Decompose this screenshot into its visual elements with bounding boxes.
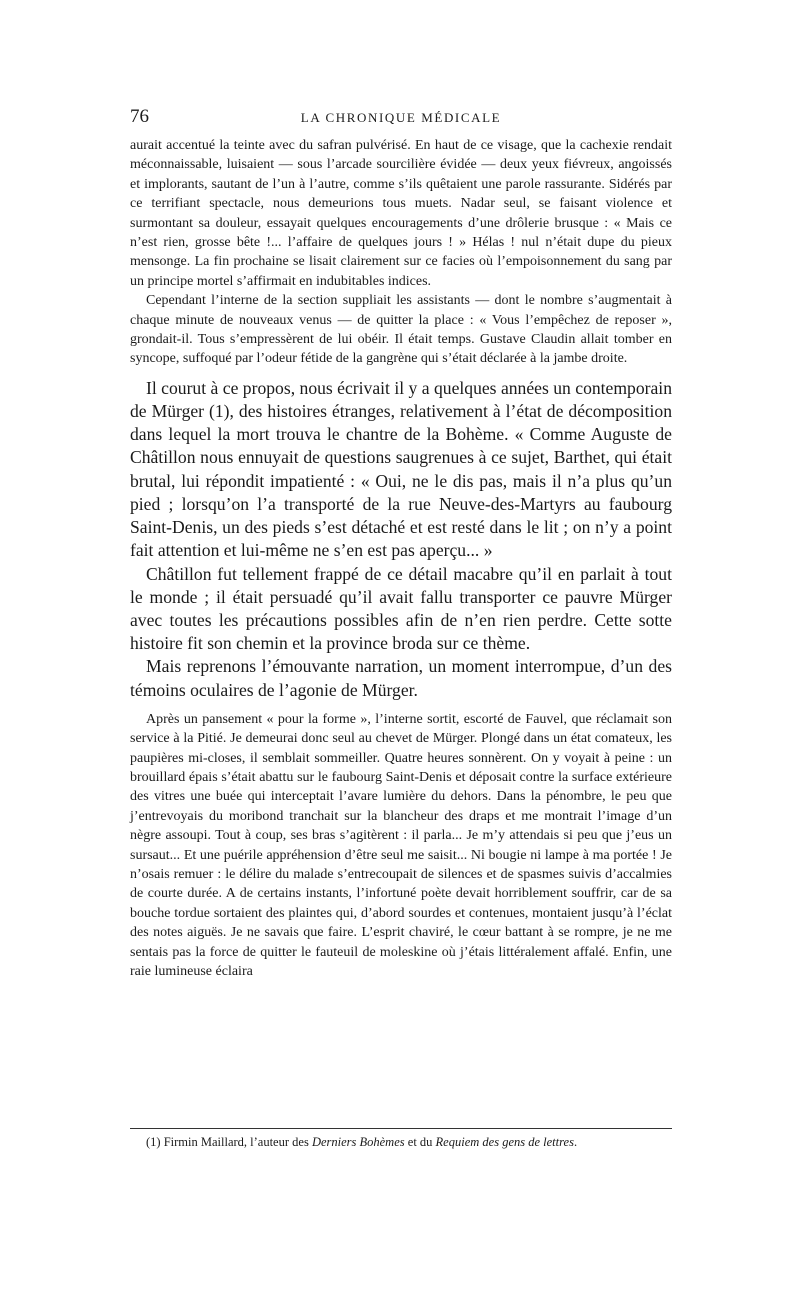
footnote-end: . (573, 1135, 578, 1149)
paragraph-chatillon: Châtillon fut tellement frappé de ce détail macabre qu’il en parlait à tout le monde ; il était persuadé qu’il avait fallu transporter ce pauvre Mürger avec toutes les précautions possibles afin de n’en rien perdre. Cette sotte histoire fit son chemin et la province broda sur ce thème. (130, 563, 672, 654)
footnote-text: Firmin Maillard, l’auteur des (163, 1135, 309, 1149)
footnote-title-requiem: Requiem des gens de lettres (435, 1135, 574, 1149)
paragraph-continuation: aurait accentué la teinte avec du safran pulvérisé. En haut de ce visage, que la cachexie rendait méconnaissable, luisaient — sous l’arcade sourcilière évidée — deux yeux fiévreux, angoissés et implorants, sautant de l’un à l’autre, comme s’ils quêtaient une parole rassurante. Sidérés par ce terrifiant spectacle, nous demeurions tous muets. Nadar seul, se faisant violence et surmontant sa douleur, essayait quelques encouragements d’une drôlerie brusque : « Mais ce n’est rien, grosse bête !... l’affaire de quelques jours ! » Hélas ! nul n’était dupe du pieux mensonge. La fin prochaine se lisait clairement sur ce facies où l’empoisonnement du sang par un principe mortel s’affirmait en indubitables indices. (130, 138, 672, 289)
footnote-title-derniers-bohemes: Derniers Bohèmes (311, 1135, 405, 1149)
paragraph-reprenons: Mais reprenons l’émouvante narration, un moment interrompue, d’un des témoins oculaires de l’agonie de Mürger. (130, 656, 672, 700)
paragraph-pansement: Après un pansement « pour la forme », l’interne sortit, escorté de Fauvel, que réclamait son service à la Pitié. Je demeurai donc seul au chevet de Mürger. Plongé dans un état comateux, les paupières mi-closes, il semblait sommeiller. Quatre heures sonnèrent. On y voyait à peine : un brouillard épais s’était abattu sur le faubourg Saint-Denis et déposait contre la surface extérieure des vitres une buée qui interceptait l’avare lumière du dehors. Dans la pénombre, le peu que j’entrevoyais du moribond tranchait sur la blancheur des draps et me montrait l’image d’un nègre assoupi. Tout à coup, ses bras s’agitèrent : il parla... Je m’y attendais si peu que j’eus un sursaut... Et une puérile appréhension d’être seul me saisit... Ni bougie ni lampe à ma portée ! Je n’osais remuer : le délire du malade s’entrecoupait de silences et de spasmes suivis d’accalmies de courte durée. A de certains instants, l’infortuné poète devait horriblement souffrir, car de sa bouche tordue sortaient des plaintes qui, d’abord sourdes et contenues, montaient jusqu’à l’éclat des notes aiguës. Je ne savais que faire. L’esprit chaviré, le cœur battant à se rompre, je ne me sentais pas la force de quitter le fauteuil de moleskine où j’étais littéralement affalé. Enfin, une raie lumineuse éclaira (130, 711, 672, 979)
page-number: 76 (130, 106, 149, 127)
footnote-text-mid: et du (407, 1135, 433, 1149)
footnote-marker: (1) (146, 1135, 161, 1149)
paragraph-interne: Cependant l’interne de la section suppliait les assistants — dont le nombre s’augmentait à chaque minute de nouveaux venus — de quitter la place : « Vous l’empêchez de reposer », grondait-il. Tous s’empressèrent de lui obéir. Il était temps. Gustave Claudin allait tomber en syncope, suffoqué par l’odeur fétide de la gangrène qui s’était déclarée à la jambe droite. (130, 293, 672, 367)
footnote-divider (130, 1128, 672, 1129)
footnote (130, 1134, 672, 1151)
running-title: LA CHRONIQUE MÉDICALE (300, 110, 502, 125)
page-header (130, 106, 672, 128)
body-text (130, 136, 672, 981)
paragraph-histoires: Il courut à ce propos, nous écrivait il y a quelques années un contemporain de Mürger (1), des histoires étranges, relativement à l’état de décomposition dans lequel la mort trouva le chantre de la Bohème. « Comme Auguste de Châtillon nous ennuyait de questions saugrenues à ce sujet, Barthet, qui était brutal, lui répondit impatienté : « Oui, ne le dis pas, mais il n’a plus qu’un pied ; lorsqu’on l’a transporté de la rue Neuve-des-Martyrs au faubourg Saint-Denis, un des pieds s’est détaché et est resté dans le lit ; on n’y a point fait attention et lui-même ne s’en est pas aperçu... » (130, 377, 672, 561)
